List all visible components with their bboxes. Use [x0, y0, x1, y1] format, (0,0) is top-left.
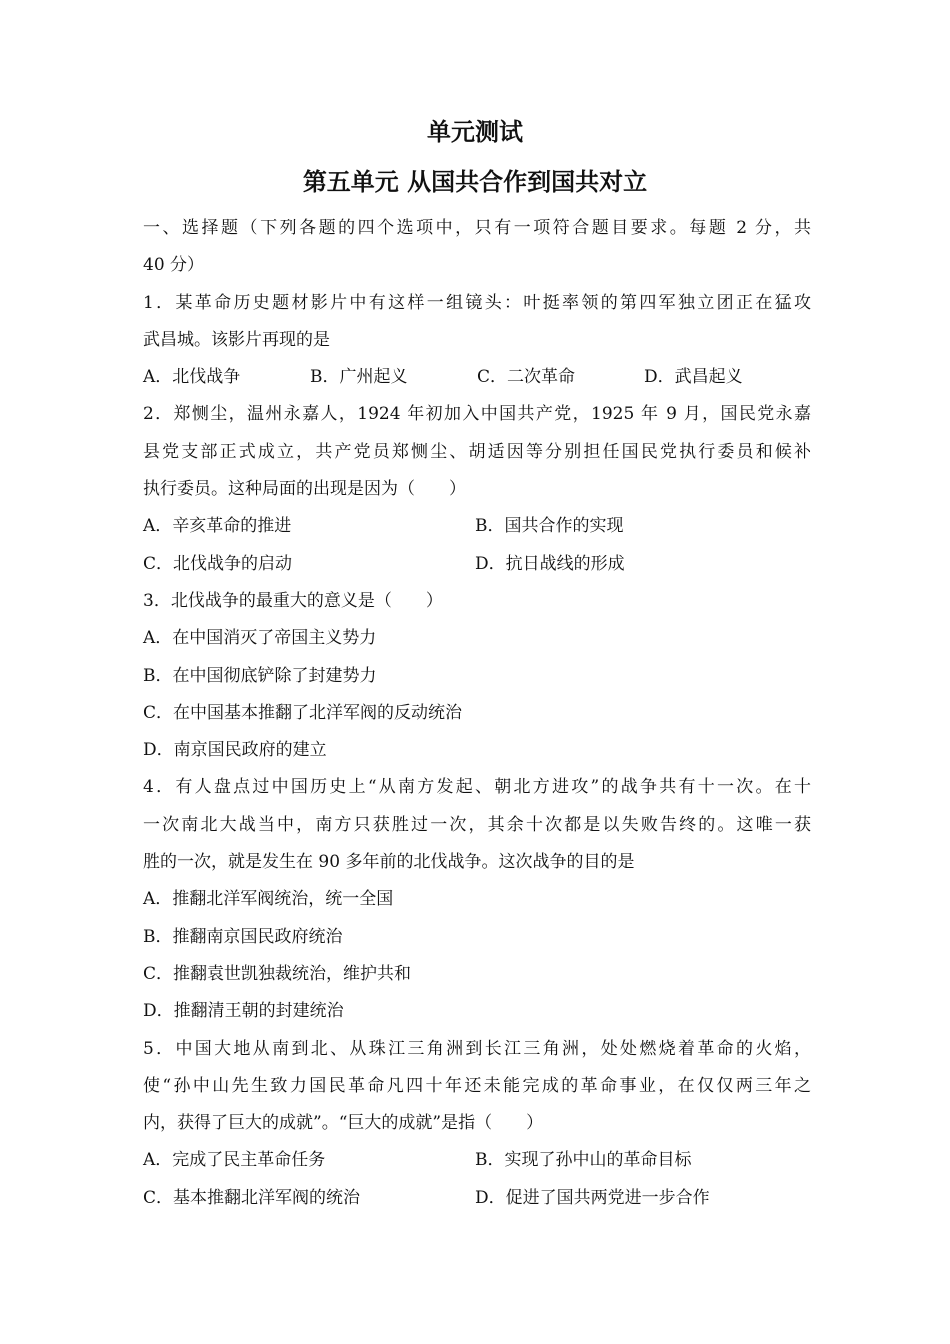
option-c: C．推翻袁世凯独裁统治，维护共和	[143, 963, 412, 984]
option-c: C．二次革命	[477, 367, 576, 388]
option-b: B．推翻南京国民政府统治	[143, 926, 343, 947]
question-text: 胜的一次，就是发生在 90 多年前的北伐战争。这次战争的目的是	[143, 852, 635, 873]
option-b: B．实现了孙中山的革命目标	[475, 1150, 692, 1171]
question-text: 县党支部正式成立，共产党员郑恻尘、胡适因等分别担任国民党执行委员和候补	[143, 441, 811, 462]
document-body	[143, 210, 811, 1217]
question-text: 2．郑恻尘，温州永嘉人，1924 年初加入中国共产党，1925 年 9 月，国民党永嘉	[143, 404, 811, 425]
option-d: D．南京国民政府的建立	[143, 740, 327, 761]
question-5	[143, 1031, 811, 1217]
option-c: C．基本推翻北洋军阀的统治	[143, 1187, 361, 1208]
page-title: 单元测试	[427, 117, 523, 146]
options-row	[143, 1180, 811, 1217]
option-c: C．北伐战争的启动	[143, 553, 293, 574]
option-d: D．推翻清王朝的封建统治	[143, 1001, 344, 1022]
unit-subtitle: 第五单元 从国共合作到国共对立	[302, 167, 648, 196]
option-d: D．抗日战线的形成	[475, 553, 625, 574]
option-b: B．广州起义	[310, 367, 408, 388]
option-b: B．国共合作的实现	[475, 516, 624, 537]
question-text: 一次南北大战当中，南方只获胜过一次，其余十次都是以失败告终的。这唯一获	[143, 814, 811, 835]
question-3	[143, 583, 811, 769]
question-text: 4．有人盘点过中国历史上“从南方发起、朝北方进攻”的战争共有十一次。在十	[143, 777, 811, 798]
option-c: C．在中国基本推翻了北洋军阀的反动统治	[143, 702, 463, 723]
question-text: 3．北伐战争的最重大的意义是（ ）	[143, 590, 443, 611]
question-2	[143, 396, 811, 582]
options-row	[143, 546, 811, 583]
question-4	[143, 769, 811, 1030]
question-text: 使“孙中山先生致力国民革命凡四十年还未能完成的革命事业，在仅仅两三年之	[143, 1075, 811, 1096]
question-text: 5．中国大地从南到北、从珠江三角洲到长江三角洲，处处燃烧着革命的火焰，	[143, 1038, 811, 1059]
section-heading-cont: 40 分）	[143, 255, 205, 276]
question-text: 内，获得了巨大的成就”。“巨大的成就”是指（ ）	[143, 1113, 544, 1134]
option-d: D．促进了国共两党进一步合作	[475, 1187, 710, 1208]
options-row	[143, 508, 811, 545]
option-a: A．完成了民主革命任务	[143, 1150, 326, 1171]
options-row	[143, 1142, 811, 1179]
question-1	[143, 285, 811, 397]
options-row	[143, 359, 811, 396]
section-heading: 一、选择题（下列各题的四个选项中，只有一项符合题目要求。每题 2 分，共	[143, 218, 811, 238]
option-a: A．在中国消灭了帝国主义势力	[143, 628, 377, 649]
option-b: B．在中国彻底铲除了封建势力	[143, 665, 377, 686]
option-a: A．辛亥革命的推进	[143, 516, 292, 537]
option-a: A．推翻北洋军阀统治，统一全国	[143, 889, 394, 910]
question-text: 1．某革命历史题材影片中有这样一组镜头：叶挺率领的第四军独立团正在猛攻	[143, 292, 811, 313]
option-d: D．武昌起义	[644, 367, 743, 388]
question-text: 武昌城。该影片再现的是	[143, 329, 330, 350]
option-a: A．北伐战争	[143, 367, 241, 388]
question-text: 执行委员。这种局面的出现是因为（ ）	[143, 479, 466, 500]
